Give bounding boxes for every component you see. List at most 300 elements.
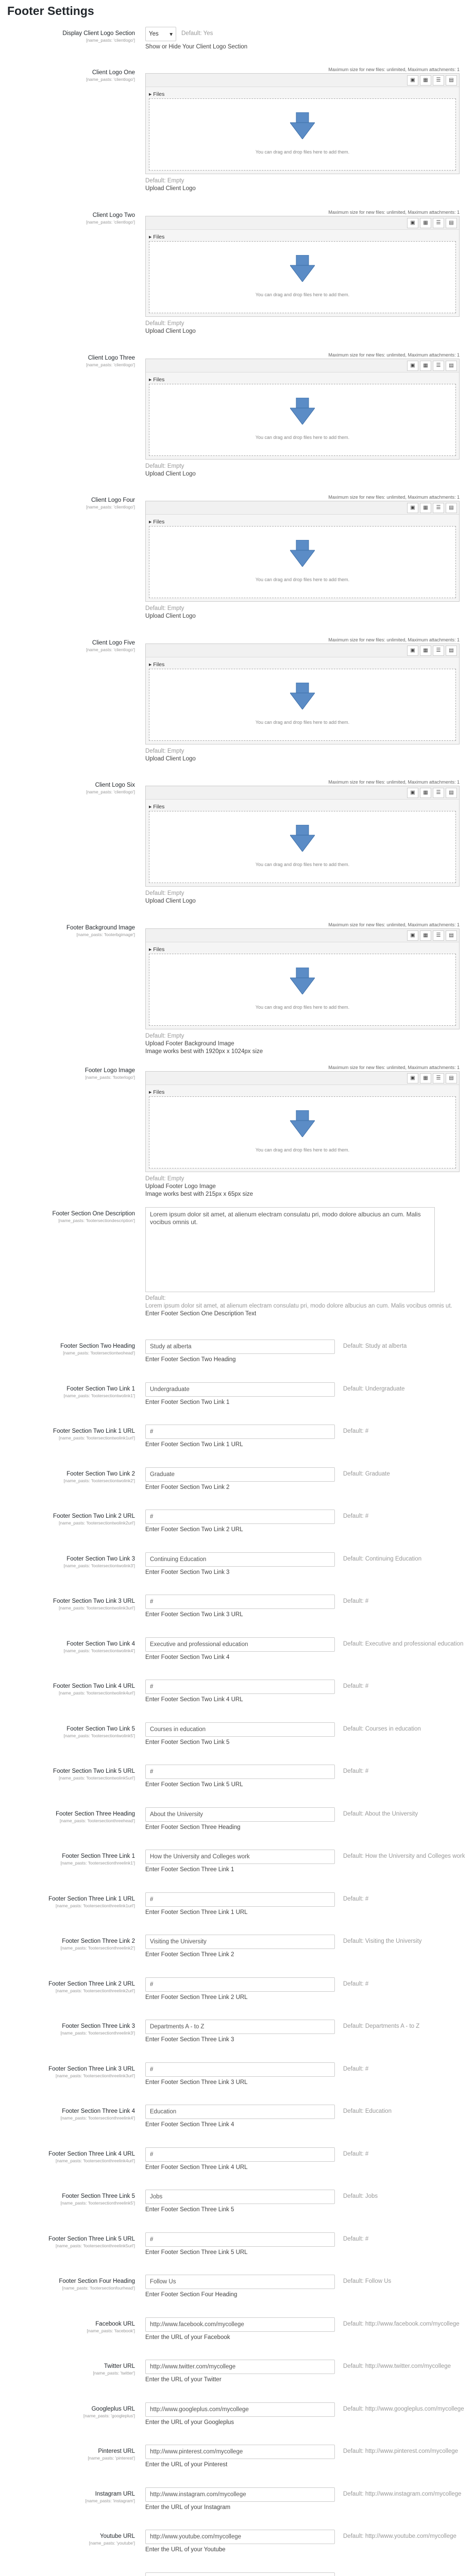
text-input[interactable]: #	[145, 1425, 335, 1439]
setting-control	[145, 1807, 460, 1832]
files-path[interactable]	[149, 376, 456, 384]
download-arrow-icon	[290, 112, 315, 139]
setting-label	[3, 1513, 135, 1526]
setting-name: Footer Section Three Link 1	[62, 1853, 135, 1859]
setting-control	[145, 1935, 460, 1959]
filepicker-toolbar	[146, 786, 459, 800]
setting-description: Enter Footer Section Two Link 4 URL	[145, 1697, 243, 1703]
filepicker	[145, 928, 460, 1029]
files-path[interactable]	[149, 945, 456, 954]
setting-label	[3, 782, 135, 795]
setting-label	[3, 354, 135, 368]
filepicker	[145, 643, 460, 744]
setting-internal-name: [name_pasts: 'footerbgimage']	[76, 932, 135, 937]
upload-limits: Maximum size for new files: unlimited, Maximum attachments: 1	[328, 922, 460, 927]
setting-description: Upload Footer Background Image	[145, 1041, 234, 1047]
setting-control	[145, 1765, 460, 1789]
default-value: Default:	[145, 1295, 166, 1301]
files-label: Files	[153, 234, 165, 240]
setting-description: Enter the URL of your Pinterest	[145, 2462, 228, 2468]
setting-hint: Image works best with 215px x 65px size	[145, 1191, 253, 1197]
add-file-icon[interactable]: ▣	[407, 1073, 418, 1083]
filepicker-toolbar	[146, 216, 459, 230]
add-file-icon[interactable]: ▣	[407, 218, 418, 228]
setting-control	[145, 1382, 460, 1406]
default-value: Default: Follow Us	[343, 2278, 392, 2284]
setting-internal-name: [name_pasts: 'footersectionthreelink4']	[60, 2115, 135, 2121]
text-input[interactable]: Continuing Education	[145, 1552, 335, 1567]
upload-setting-name: Client Logo Three	[88, 355, 135, 361]
setting-label	[3, 1210, 135, 1224]
setting-name: Footer Section Two Link 2	[66, 1471, 135, 1477]
setting-name: Footer Section Two Link 1 URL	[53, 1428, 135, 1434]
upload-limits: Maximum size for new files: unlimited, Maximum attachments: 1	[328, 352, 460, 358]
setting-description: Enter Footer Section Two Link 4	[145, 1654, 230, 1660]
setting-description: Enter Footer Section Two Link 1	[145, 1399, 230, 1405]
setting-description: Enter the URL of your Googleplus	[145, 2419, 234, 2426]
setting-label	[3, 2108, 135, 2121]
setting-name: Pinterest URL	[98, 2448, 135, 2454]
setting-description: Enter Footer Section Two Link 2 URL	[145, 1527, 243, 1533]
setting-name: Footer Section Two Link 5 URL	[53, 1768, 135, 1774]
setting-internal-name: [name_pasts: 'pinterest']	[88, 2455, 135, 2461]
setting-internal-name: [name_pasts: 'footersectiontwolink3']	[63, 1563, 135, 1568]
setting-name: Footer Section Two Link 2 URL	[53, 1513, 135, 1519]
default-value: Default: #	[343, 1428, 369, 1434]
upload-limits: Maximum size for new files: unlimited, Maximum attachments: 1	[328, 495, 460, 500]
default-value: Default: http://www.twitter.com/mycollege	[343, 2363, 451, 2369]
drop-zone[interactable]	[149, 98, 456, 171]
default-value: Default: About the University	[343, 1811, 418, 1817]
add-file-icon[interactable]: ▣	[407, 503, 418, 513]
setting-internal-name: [name_pasts: 'footersectionthreelink1url']	[56, 1903, 135, 1908]
files-label: Files	[153, 91, 165, 97]
setting-label	[3, 2235, 135, 2249]
filepicker-body	[146, 372, 459, 459]
setting-control	[145, 1722, 460, 1747]
setting-name: Footer Section Three Link 5	[62, 2193, 135, 2199]
setting-description: Enter the URL of your Youtube	[145, 2547, 226, 2553]
setting-control	[145, 1637, 464, 1662]
grid-view-icon[interactable]: ▦	[420, 1073, 431, 1083]
tree-view-icon[interactable]: ▤	[446, 503, 457, 513]
text-input[interactable]: Executive and professional education	[145, 1637, 335, 1652]
select-value: Yes	[149, 31, 159, 37]
drop-zone-hint: You can drag and drop files here to add them.	[255, 577, 350, 582]
grid-view-icon[interactable]: ▦	[420, 361, 431, 371]
setting-label	[3, 2448, 135, 2461]
text-input[interactable]: Graduate	[145, 1467, 335, 1482]
setting-name: Googleplus URL	[91, 2406, 135, 2412]
setting-internal-name: [name_pasts: 'footersectiontwolink5url']	[59, 1775, 135, 1781]
setting-name: Footer Section Three Heading	[56, 1811, 135, 1817]
download-arrow-icon	[290, 255, 315, 282]
drop-zone-hint: You can drag and drop files here to add them.	[255, 1147, 350, 1153]
setting-control	[145, 1340, 460, 1364]
chevron-down-icon: ▾	[170, 31, 173, 38]
setting-description: Enter Footer Section Three Link 5	[145, 2207, 234, 2213]
text-input[interactable]: About the University	[145, 1807, 335, 1822]
list-view-icon[interactable]: ☰	[433, 930, 444, 941]
text-input[interactable]: #	[145, 1680, 335, 1694]
setting-name: Footer Section Three Link 4	[62, 2108, 135, 2114]
setting-internal-name: [name_pasts: 'footersectionthreelink3url']	[56, 2073, 135, 2078]
setting-name: Footer Section Two Link 4 URL	[53, 1683, 135, 1689]
filepicker-toolbar	[146, 929, 459, 942]
filepicker-toolbar	[146, 74, 459, 87]
drop-zone[interactable]	[149, 241, 456, 313]
setting-internal-name: [name_pasts: 'footersectiontwolink3url']	[59, 1605, 135, 1611]
file-manager	[145, 1064, 460, 1198]
setting-label	[3, 1470, 135, 1484]
default-value: Default: #	[343, 1598, 369, 1604]
setting-control	[145, 1207, 460, 1318]
text-input[interactable]: #	[145, 2062, 335, 2077]
setting-internal-name: [name_pasts: 'footersectiondescription']	[58, 1218, 135, 1223]
default-value: Default: Departments A - to Z	[343, 2023, 420, 2029]
text-input[interactable]: #	[145, 2232, 335, 2247]
grid-view-icon[interactable]: ▦	[420, 218, 431, 228]
page-title: Footer Settings	[7, 4, 94, 18]
setting-control	[145, 2360, 460, 2384]
setting-internal-name: [name_pasts: 'footersectiontwolink1url']	[59, 1435, 135, 1440]
setting-description: Upload Client Logo	[145, 471, 196, 477]
setting-name: Display Client Logo Section	[62, 30, 135, 37]
setting-description: Enter Footer Section Three Link 4 URL	[145, 2164, 248, 2171]
filepicker-body	[146, 657, 459, 744]
folder-icon: ▸	[149, 91, 154, 97]
text-input[interactable]: #	[145, 1977, 335, 1992]
setting-internal-name: [name_pasts: 'footersectionthreelink2']	[60, 1945, 135, 1951]
default-text-body: Lorem ipsum dolor sit amet, at alienum electram consulatu pri, modo dolore albucius an cum. Malis vocibus omnis ut.	[145, 1303, 452, 1309]
files-path[interactable]	[149, 233, 456, 241]
setting-label	[3, 30, 135, 43]
files-path[interactable]	[149, 660, 456, 669]
tree-view-icon[interactable]: ▤	[446, 361, 457, 371]
grid-view-icon[interactable]: ▦	[420, 503, 431, 513]
tree-view-icon[interactable]: ▤	[446, 646, 457, 656]
setting-label	[3, 212, 135, 225]
add-file-icon[interactable]: ▣	[407, 930, 418, 941]
list-view-icon[interactable]: ☰	[433, 1073, 444, 1083]
default-value: Default: #	[343, 1896, 369, 1902]
default-value: Default: Study at alberta	[343, 1343, 407, 1349]
setting-control	[145, 2147, 460, 2172]
setting-description: Enter Footer Section Three Link 5 URL	[145, 2249, 248, 2256]
default-value: Default: Empty	[145, 748, 184, 754]
yes-no-select[interactable]	[145, 27, 176, 41]
setting-description: Upload Client Logo	[145, 898, 196, 904]
file-manager	[145, 921, 460, 1056]
default-value: Default: #	[343, 1768, 369, 1774]
filepicker	[145, 359, 460, 460]
tree-view-icon[interactable]: ▤	[446, 930, 457, 941]
text-input[interactable]: Jobs	[145, 2190, 335, 2204]
folder-icon: ▸	[149, 1089, 154, 1095]
setting-label	[3, 1810, 135, 1824]
text-input[interactable]: http://www.youtube.com/mycollege	[145, 2530, 335, 2544]
default-value: Default: #	[343, 1683, 369, 1689]
files-label: Files	[153, 519, 165, 525]
folder-icon: ▸	[149, 519, 154, 525]
list-view-icon[interactable]: ☰	[433, 361, 444, 371]
setting-description: Enter Footer Section Three Link 4	[145, 2122, 234, 2128]
default-value: Default: Yes	[181, 30, 213, 37]
setting-name: Footer Section Two Link 4	[66, 1641, 135, 1647]
list-view-icon[interactable]: ☰	[433, 75, 444, 86]
filepicker	[145, 786, 460, 887]
setting-label	[3, 1640, 135, 1654]
text-input[interactable]: Departments A - to Z	[145, 2020, 335, 2034]
folder-icon: ▸	[149, 377, 154, 383]
drop-zone[interactable]	[149, 954, 456, 1026]
download-arrow-icon	[290, 825, 315, 852]
text-input[interactable]: http://www.instagram.com/mycollege	[145, 2487, 335, 2502]
setting-name: Footer Section Three Link 2 URL	[48, 1981, 135, 1987]
setting-description: Enter the URL of your Twitter	[145, 2377, 222, 2383]
default-value: Default: http://www.youtube.com/mycollege	[343, 2533, 456, 2539]
setting-internal-name: [name_pasts: 'youtube']	[89, 2540, 135, 2546]
default-value: Default: Empty	[145, 605, 184, 612]
list-view-icon[interactable]: ☰	[433, 503, 444, 513]
setting-name: Footer Section Three Link 3	[62, 2023, 135, 2029]
setting-label	[3, 1598, 135, 1611]
folder-icon: ▸	[149, 946, 154, 953]
text-input[interactable]: Visiting the University	[145, 1935, 335, 1949]
setting-internal-name: [name_pasts: 'clientlogo']	[86, 38, 135, 43]
list-view-icon[interactable]: ☰	[433, 218, 444, 228]
setting-internal-name: [name_pasts: 'footersectionthreehead']	[60, 1818, 135, 1823]
setting-internal-name: [name_pasts: 'footersectionthreelink5url']	[56, 2243, 135, 2248]
drop-zone[interactable]	[149, 526, 456, 598]
setting-label	[3, 1385, 135, 1399]
setting-control	[145, 1595, 460, 1619]
tree-view-icon[interactable]: ▤	[446, 788, 457, 798]
setting-label	[3, 1938, 135, 1951]
filepicker-body	[146, 800, 459, 886]
setting-control	[145, 1510, 460, 1534]
tree-view-icon[interactable]: ▤	[446, 75, 457, 86]
setting-internal-name: [name_pasts: 'footersectionfourhead']	[62, 2285, 135, 2291]
files-label: Files	[153, 804, 165, 810]
tree-view-icon[interactable]: ▤	[446, 1073, 457, 1083]
setting-control	[145, 1552, 460, 1577]
upload-setting-name: Client Logo Six	[95, 782, 135, 788]
setting-internal-name: [name_pasts: 'googleplus']	[83, 2413, 135, 2418]
text-input[interactable]: #	[145, 2147, 335, 2162]
drop-zone-hint: You can drag and drop files here to add them.	[255, 149, 350, 155]
setting-internal-name: [name_pasts: 'clientlogo']	[86, 77, 135, 82]
setting-internal-name: [name_pasts: 'footersectiontwolink2']	[63, 1478, 135, 1483]
setting-name: Footer Section Four Heading	[59, 2278, 135, 2284]
setting-label	[3, 2150, 135, 2164]
setting-internal-name: [name_pasts: 'clientlogo']	[86, 647, 135, 652]
upload-limits: Maximum size for new files: unlimited, Maximum attachments: 1	[328, 637, 460, 642]
default-value: Default: Continuing Education	[343, 1556, 422, 1562]
default-value: Default: #	[343, 1981, 369, 1987]
text-input[interactable]: http://www.twitter.com/mycollege	[145, 2360, 335, 2374]
add-file-icon[interactable]: ▣	[407, 361, 418, 371]
text-input[interactable]: #	[145, 1510, 335, 1524]
text-input[interactable]: How the University and Colleges work	[145, 1850, 335, 1864]
filepicker	[145, 501, 460, 602]
text-input[interactable]: Study at alberta	[145, 1340, 335, 1354]
text-input[interactable]: http://www.pinterest.com/mycollege	[145, 2445, 335, 2459]
default-value: Default: Empty	[145, 1176, 184, 1182]
list-view-icon[interactable]: ☰	[433, 646, 444, 656]
setting-description: Enter Footer Section Two Link 3 URL	[145, 1612, 243, 1618]
files-path[interactable]	[149, 518, 456, 526]
setting-name: Footer Section Two Link 3 URL	[53, 1598, 135, 1604]
setting-label	[3, 1683, 135, 1696]
setting-label	[3, 69, 135, 82]
default-value: Default: Visiting the University	[343, 1938, 422, 1944]
setting-control	[145, 2487, 460, 2512]
setting-label	[3, 2023, 135, 2036]
default-value: Default: Empty	[145, 890, 184, 896]
files-path[interactable]	[149, 1088, 456, 1096]
setting-control	[145, 2020, 460, 2044]
setting-description: Enter Footer Section Three Link 1 URL	[145, 1909, 248, 1916]
text-input[interactable]: #	[145, 1765, 335, 1779]
setting-label	[3, 1895, 135, 1909]
files-path[interactable]	[149, 803, 456, 811]
setting-label	[3, 2193, 135, 2206]
files-label: Files	[153, 662, 165, 668]
file-manager	[145, 66, 460, 193]
filepicker-toolbar	[146, 359, 459, 372]
default-value: Default: How the University and Colleges work	[343, 1853, 465, 1859]
setting-name: Footer Section Three Link 3 URL	[48, 2066, 135, 2072]
setting-label	[3, 1555, 135, 1569]
text-input[interactable]: http://www.facebook.com/mycollege	[145, 2317, 335, 2332]
upload-setting-name: Client Logo Two	[92, 212, 135, 218]
setting-name: Footer Section Three Link 2	[62, 1938, 135, 1944]
download-arrow-icon	[290, 683, 315, 709]
setting-description: Enter Footer Section Two Link 2	[145, 1484, 230, 1490]
default-value: Default: #	[343, 1513, 369, 1519]
filepicker-toolbar	[146, 644, 459, 657]
file-manager	[145, 778, 460, 905]
default-value: Default: Undergraduate	[343, 1386, 405, 1392]
setting-label	[3, 2320, 135, 2334]
setting-internal-name: [name_pasts: 'clientlogo']	[86, 504, 135, 510]
grid-view-icon[interactable]: ▦	[420, 788, 431, 798]
tree-view-icon[interactable]: ▤	[446, 218, 457, 228]
default-value: Default: #	[343, 2066, 369, 2072]
grid-view-icon[interactable]: ▦	[420, 75, 431, 86]
filepicker-body	[146, 515, 459, 601]
setting-internal-name: [name_pasts: 'footersectiontwolink2url']	[59, 1520, 135, 1526]
filepicker-body	[146, 1085, 459, 1172]
setting-name: Facebook URL	[95, 2321, 135, 2327]
setting-label	[3, 2278, 135, 2291]
description-textarea[interactable]: Lorem ipsum dolor sit amet, at alienum electram consulatu pri, modo dolore albucius an cum. Malis vocibus omnis ut.	[145, 1207, 435, 1292]
setting-internal-name: [name_pasts: 'footersectiontwolink4']	[63, 1648, 135, 1653]
default-value: Default: Empty	[145, 178, 184, 184]
download-arrow-icon	[290, 1110, 315, 1137]
folder-icon: ▸	[149, 234, 154, 240]
drop-zone[interactable]	[149, 669, 456, 741]
setting-name: Twitter URL	[104, 2363, 135, 2369]
filepicker-body	[146, 942, 459, 1029]
text-input[interactable]: Courses in education	[145, 1722, 335, 1737]
upload-setting-name: Footer Background Image	[66, 925, 135, 931]
setting-control	[145, 2445, 460, 2469]
add-file-icon[interactable]: ▣	[407, 788, 418, 798]
setting-control	[145, 1850, 465, 1874]
setting-control	[145, 2275, 460, 2299]
setting-label	[3, 1067, 135, 1080]
text-input[interactable]: Follow Us	[145, 2275, 335, 2289]
drop-zone[interactable]	[149, 811, 456, 883]
setting-hint: Image works best with 1920px x 1024px size	[145, 1048, 263, 1055]
text-input[interactable]: Education	[145, 2105, 335, 2119]
text-input[interactable]	[145, 2572, 335, 2576]
setting-label	[3, 1428, 135, 1441]
setting-name: Footer Section Two Heading	[60, 1343, 135, 1349]
setting-description: Show or Hide Your Client Logo Section	[145, 44, 248, 50]
default-value: Default: Empty	[145, 1033, 184, 1039]
setting-name: Instagram URL	[95, 2491, 135, 2497]
drop-zone[interactable]	[149, 1096, 456, 1168]
grid-view-icon[interactable]: ▦	[420, 646, 431, 656]
drop-zone-hint: You can drag and drop files here to add them.	[255, 720, 350, 725]
setting-control	[145, 2062, 460, 2087]
text-input[interactable]: http://www.googleplus.com/mycollege	[145, 2402, 335, 2417]
add-file-icon[interactable]: ▣	[407, 646, 418, 656]
setting-control	[145, 1425, 460, 1449]
setting-internal-name: [name_pasts: 'footersectiontwolink5']	[63, 1733, 135, 1738]
upload-setting-name: Client Logo Four	[91, 497, 135, 503]
setting-control	[145, 2317, 460, 2342]
setting-name: Footer Section Two Link 5	[66, 1726, 135, 1732]
default-value: Default: http://www.pinterest.com/mycollege	[343, 2448, 459, 2454]
grid-view-icon[interactable]: ▦	[420, 930, 431, 941]
setting-internal-name: [name_pasts: 'footersectionthreelink5']	[60, 2200, 135, 2206]
default-value: Default: #	[343, 2236, 369, 2242]
setting-description: Enter Footer Section Two Link 5	[145, 1739, 230, 1745]
setting-name: Youtube URL	[100, 2533, 135, 2539]
setting-internal-name: [name_pasts: 'footersectionthreelink4url']	[56, 2158, 135, 2163]
setting-internal-name: [name_pasts: 'footersectionthreelink1']	[60, 1860, 135, 1866]
filepicker	[145, 1071, 460, 1172]
setting-description: Enter Footer Section Three Link 3	[145, 2037, 234, 2043]
setting-description: Enter Footer Section Three Link 3 URL	[145, 2079, 248, 2086]
setting-control	[145, 2190, 460, 2214]
setting-control	[145, 2105, 460, 2129]
setting-label	[3, 2533, 135, 2546]
setting-internal-name: [name_pasts: 'twitter']	[93, 2370, 135, 2376]
text-input[interactable]: #	[145, 1595, 335, 1609]
setting-description: Enter Footer Section Four Heading	[145, 2292, 238, 2298]
add-file-icon[interactable]: ▣	[407, 75, 418, 86]
setting-description: Upload Client Logo	[145, 756, 196, 762]
files-path[interactable]	[149, 90, 456, 98]
setting-label	[3, 924, 135, 938]
filepicker-body	[146, 230, 459, 316]
drop-zone[interactable]	[149, 384, 456, 456]
setting-description: Enter Footer Section Three Link 1	[145, 1867, 234, 1873]
setting-label	[3, 1343, 135, 1356]
setting-label	[3, 497, 135, 510]
setting-description: Enter Footer Section Two Link 1 URL	[145, 1442, 243, 1448]
setting-control	[145, 2530, 460, 2554]
list-view-icon[interactable]: ☰	[433, 788, 444, 798]
setting-internal-name: [name_pasts: 'footersectionthreelink3']	[60, 2030, 135, 2036]
text-input[interactable]: #	[145, 1892, 335, 1907]
text-input[interactable]: Undergraduate	[145, 1382, 335, 1397]
